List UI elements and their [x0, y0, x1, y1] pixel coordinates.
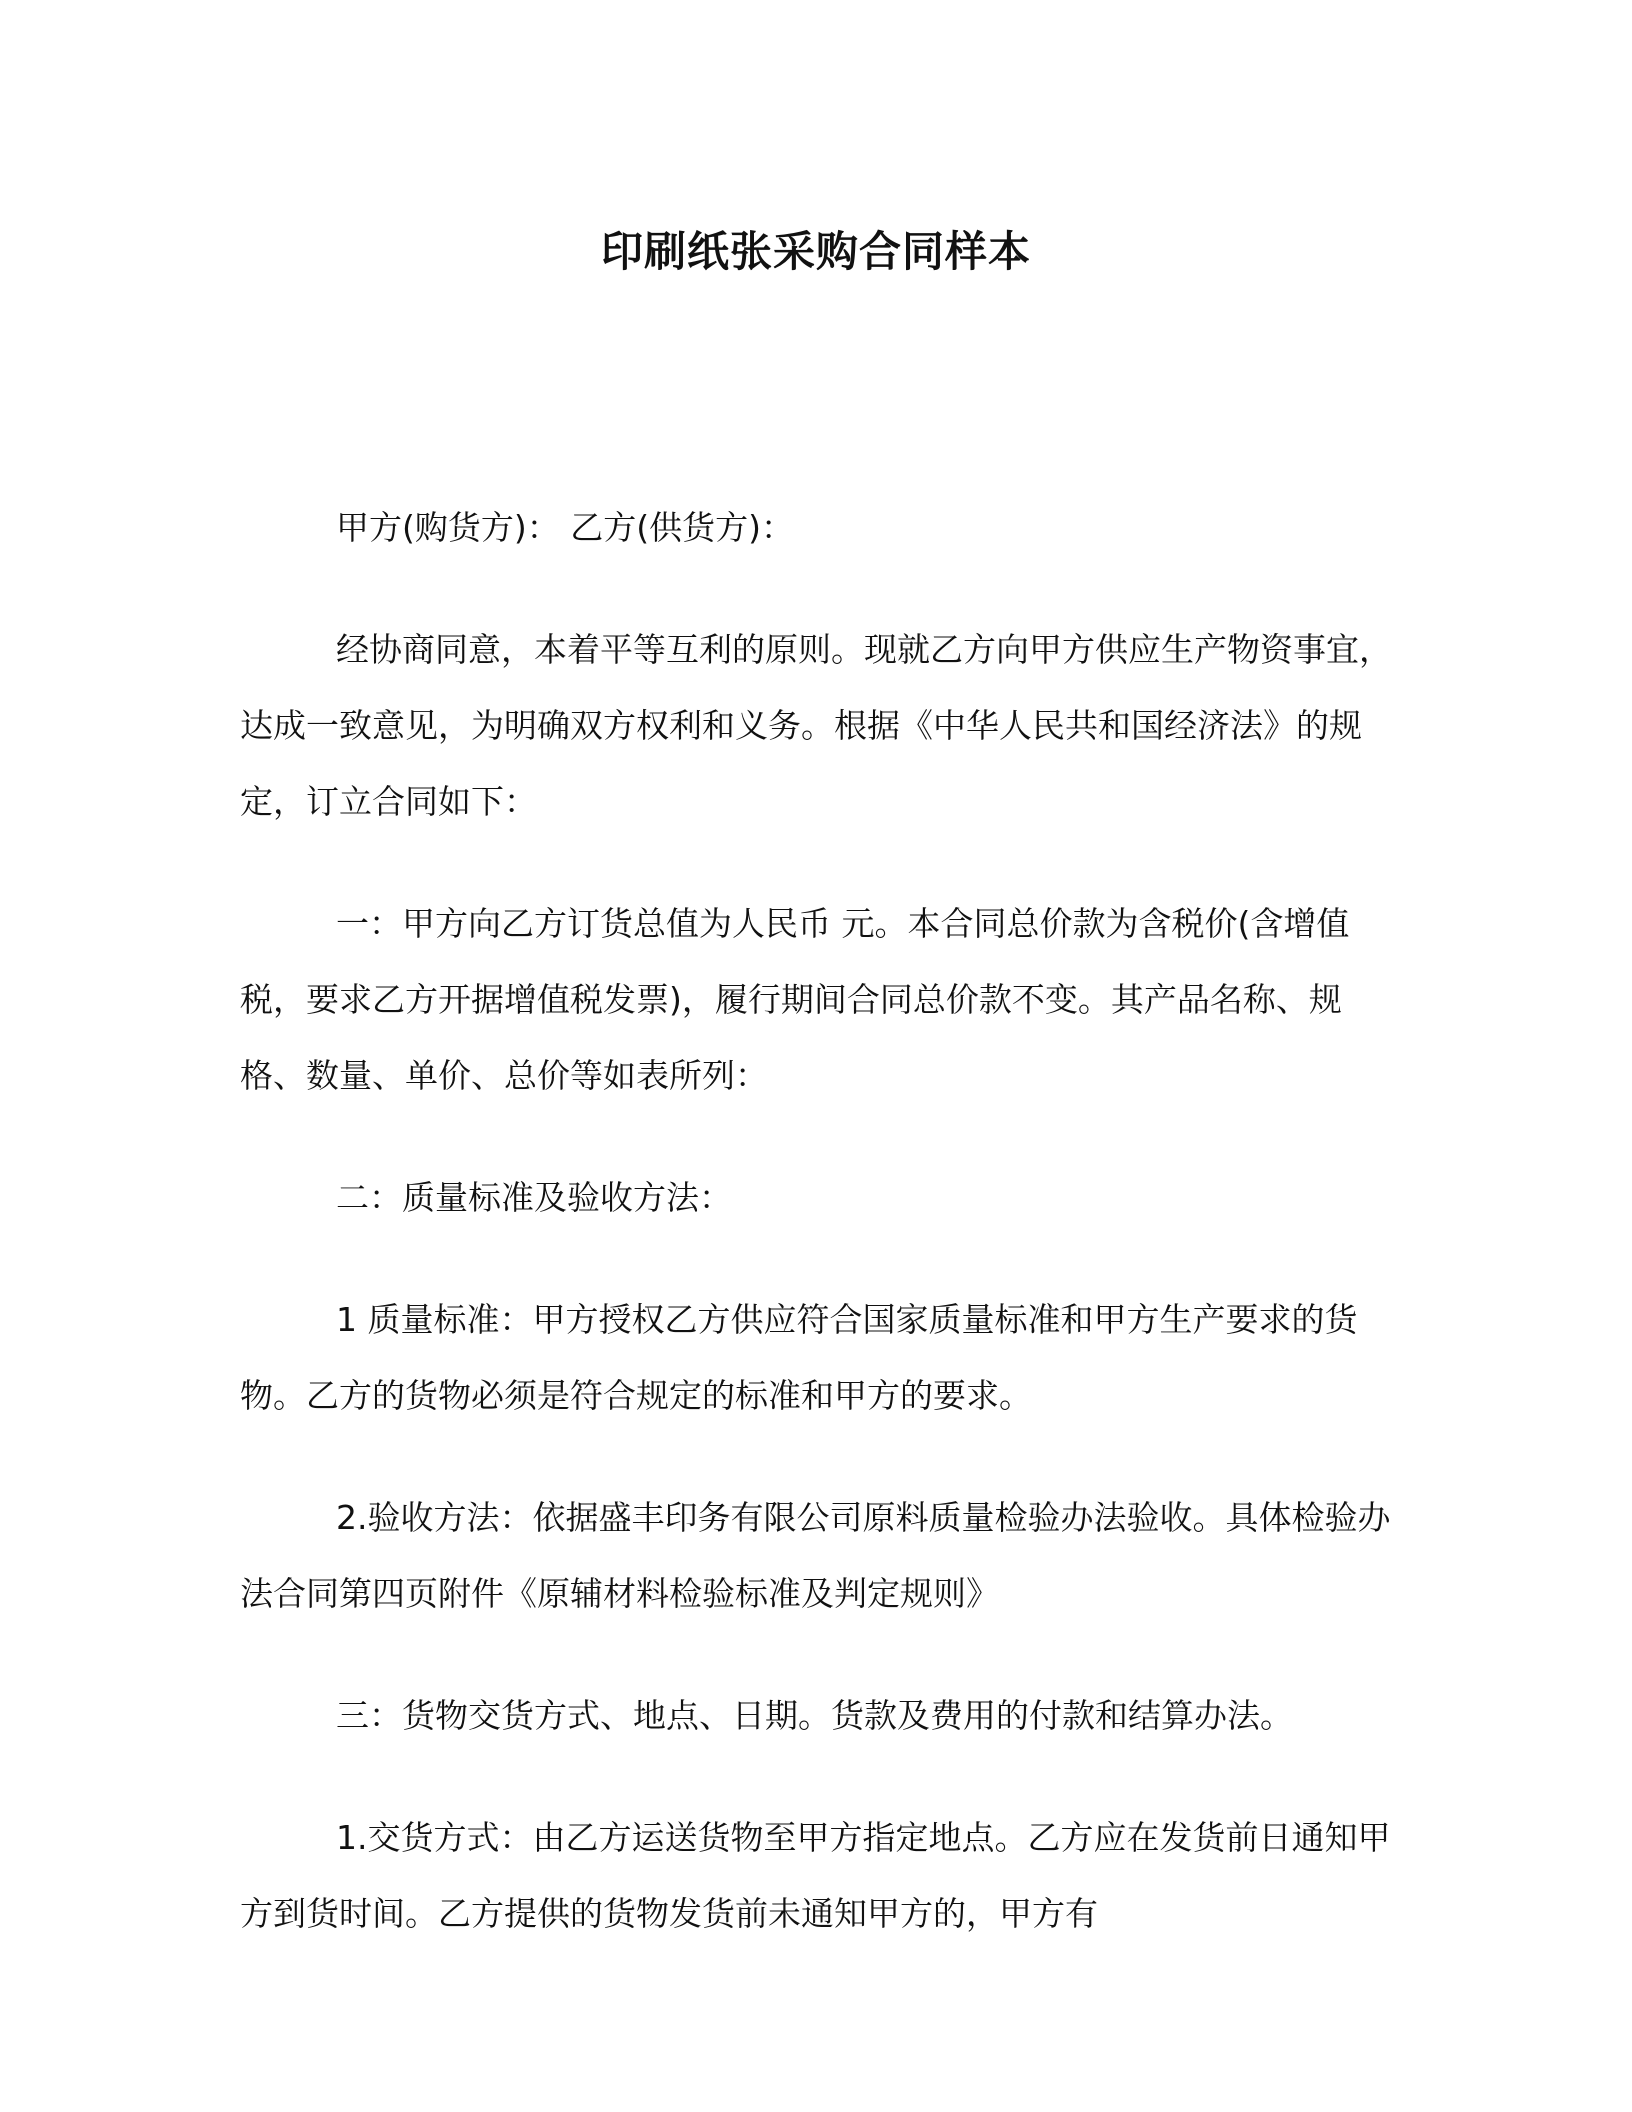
- preamble-paragraph: 经协商同意，本着平等互利的原则。现就乙方向甲方供应生产物资事宜，达成一致意见，为明确双方权利和义务。根据《中华人民共和国经济法》的规定，订立合同如下：: [240, 630, 1392, 821]
- document-title: 印刷纸张采购合同样本: [600, 227, 1031, 276]
- clause-1-paragraph: 一：甲方向乙方订货总值为人民币 元。本合同总价款为含税价(含增值税，要求乙方开据增值税发票)，履行期间合同总价款不变。其产品名称、规格、数量、单价、总价等如表所列：: [240, 904, 1350, 1095]
- clause-3-heading: 三：货物交货方式、地点、日期。货款及费用的付款和结算办法。: [336, 1696, 1293, 1735]
- document-body: [240, 490, 1400, 1998]
- clause-2-heading: 二：质量标准及验收方法：: [336, 1178, 732, 1217]
- acceptance-method-paragraph: 2.验收方法：依据盛丰印务有限公司原料质量检验办法验收。具体检验办法合同第四页附件《原辅材料检验标准及判定规则》: [240, 1498, 1391, 1613]
- delivery-method-paragraph: 1.交货方式：由乙方运送货物至甲方指定地点。乙方应在发货前日通知甲方到货时间。乙方提供的货物发货前未通知甲方的，甲方有: [240, 1818, 1391, 1933]
- parties-line: 甲方(购货方)： 乙方(供货方)：: [336, 508, 794, 547]
- quality-standard-paragraph: 1 质量标准：甲方授权乙方供应符合国家质量标准和甲方生产要求的货物。乙方的货物必须是符合规定的标准和甲方的要求。: [240, 1300, 1358, 1415]
